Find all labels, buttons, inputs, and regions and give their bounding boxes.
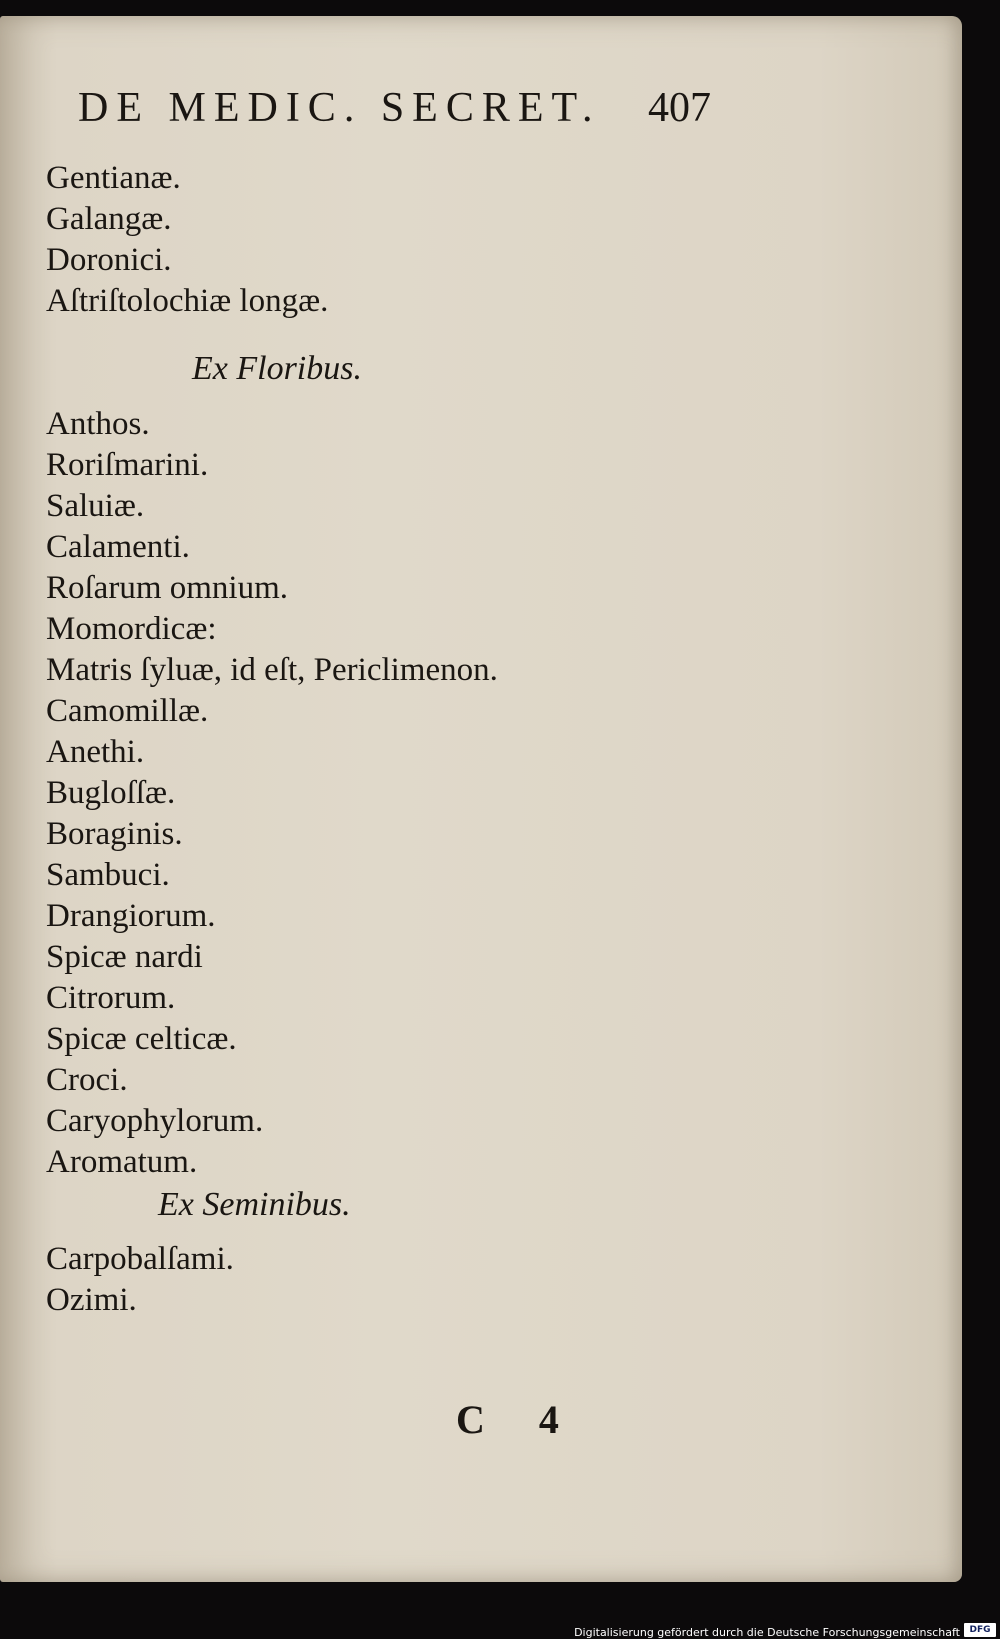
list-item: Saluiæ. xyxy=(46,488,145,524)
ingredient-list-flowers xyxy=(46,404,498,1183)
ingredient-list-seeds xyxy=(46,1239,234,1321)
list-item: Matris ſyluæ, id eſt, Periclimenon. xyxy=(46,652,498,688)
list-item: Camomillæ. xyxy=(46,693,209,729)
page-number: 407 xyxy=(648,85,711,131)
list-item: Carpobalſami. xyxy=(46,1241,234,1277)
list-item: Gentianæ. xyxy=(46,160,181,196)
list-item: Galangæ. xyxy=(46,201,172,237)
list-item: Momordicæ: xyxy=(46,611,217,647)
ingredient-list-top xyxy=(46,158,328,322)
list-item: Aromatum. xyxy=(46,1144,198,1180)
signature-mark: C 4 xyxy=(456,1397,581,1442)
dfg-logo: DFG xyxy=(964,1623,996,1637)
list-item: Doronici. xyxy=(46,242,172,278)
list-item: Spicæ celticæ. xyxy=(46,1021,237,1057)
list-item: Spicæ nardi xyxy=(46,939,203,975)
list-item: Croci. xyxy=(46,1062,128,1098)
section-heading-seeds: Ex Seminibus. xyxy=(158,1186,351,1223)
running-title: DE MEDIC. SECRET. xyxy=(78,85,601,131)
book-page xyxy=(0,16,962,1582)
list-item: Drangiorum. xyxy=(46,898,216,934)
list-item: Anthos. xyxy=(46,406,150,442)
list-item: Citrorum. xyxy=(46,980,176,1016)
list-item: Calamenti. xyxy=(46,529,190,565)
running-header xyxy=(78,84,718,144)
list-item: Caryophylorum. xyxy=(46,1103,264,1139)
section-heading-flowers: Ex Floribus. xyxy=(192,350,362,387)
list-item: Roſarum omnium. xyxy=(46,570,288,606)
list-item: Bugloſſæ. xyxy=(46,775,176,811)
list-item: Roriſmarini. xyxy=(46,447,209,483)
list-item: Ozimi. xyxy=(46,1282,137,1318)
footer-credit: Digitalisierung gefördert durch die Deutsche Forschungsgemeinschaft xyxy=(574,1626,960,1639)
list-item: Aſtriſtolochiæ longæ. xyxy=(46,283,329,319)
list-item: Anethi. xyxy=(46,734,145,770)
list-item: Sambuci. xyxy=(46,857,170,893)
list-item: Boraginis. xyxy=(46,816,183,852)
